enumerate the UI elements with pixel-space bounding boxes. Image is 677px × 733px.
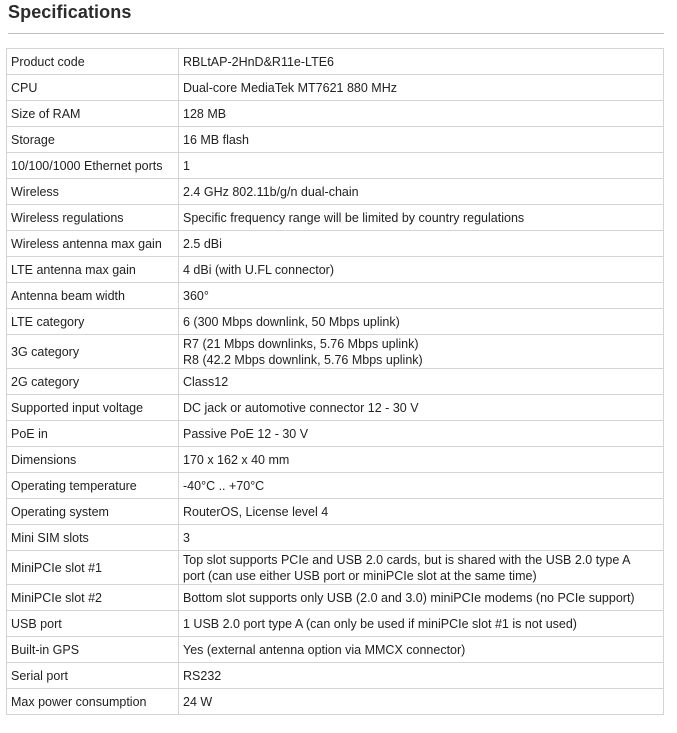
spec-label: Wireless — [7, 179, 179, 205]
table-row — [7, 205, 664, 231]
spec-label: Wireless regulations — [7, 205, 179, 231]
spec-value-line: 1 USB 2.0 port type A (can only be used if miniPCIe slot #1 is not used) — [183, 616, 577, 631]
spec-value — [179, 127, 664, 153]
spec-value-line: 128 MB — [183, 106, 227, 121]
table-row — [7, 689, 664, 715]
spec-value-line: R8 (42.2 Mbps downlink, 5.76 Mbps uplink) — [183, 352, 423, 367]
spec-value — [179, 369, 664, 395]
spec-label: Mini SIM slots — [7, 525, 179, 551]
spec-label: Max power consumption — [7, 689, 179, 715]
spec-label: MiniPCIe slot #2 — [7, 585, 179, 611]
table-row — [7, 663, 664, 689]
spec-value — [179, 205, 664, 231]
page-title: Specifications — [8, 2, 132, 22]
spec-value-line: Passive PoE 12 - 30 V — [183, 426, 309, 441]
table-row — [7, 369, 664, 395]
spec-label: Built-in GPS — [7, 637, 179, 663]
table-row — [7, 585, 664, 611]
table-row — [7, 499, 664, 525]
spec-label: Serial port — [7, 663, 179, 689]
spec-value — [179, 231, 664, 257]
spec-value-line: Top slot supports PCIe and USB 2.0 cards, but is shared with the USB 2.0 type A — [183, 552, 631, 567]
spec-value-line: 360° — [183, 288, 209, 303]
spec-value-line: 1 — [183, 158, 190, 173]
table-row — [7, 231, 664, 257]
table-row — [7, 101, 664, 127]
specifications-table — [6, 48, 664, 715]
table-row — [7, 335, 664, 369]
table-row — [7, 283, 664, 309]
spec-label: LTE antenna max gain — [7, 257, 179, 283]
spec-value-line: Yes (external antenna option via MMCX connector) — [183, 642, 466, 657]
table-row — [7, 473, 664, 499]
spec-value — [179, 395, 664, 421]
spec-value-line: Class12 — [183, 374, 229, 389]
spec-label: Operating system — [7, 499, 179, 525]
spec-label: Supported input voltage — [7, 395, 179, 421]
spec-label: Storage — [7, 127, 179, 153]
spec-value-line: Dual-core MediaTek MT7621 880 MHz — [183, 80, 397, 95]
spec-value — [179, 447, 664, 473]
spec-value-line: Bottom slot supports only USB (2.0 and 3.0) miniPCIe modems (no PCIe support) — [183, 590, 635, 605]
spec-value — [179, 283, 664, 309]
spec-value-line: RouterOS, License level 4 — [183, 504, 329, 519]
spec-value-line: 6 (300 Mbps downlink, 50 Mbps uplink) — [183, 314, 400, 329]
spec-label: 10/100/1000 Ethernet ports — [7, 153, 179, 179]
spec-value — [179, 611, 664, 637]
spec-label: USB port — [7, 611, 179, 637]
spec-value — [179, 551, 664, 585]
spec-value-line: 24 W — [183, 694, 213, 709]
spec-label: Antenna beam width — [7, 283, 179, 309]
table-row — [7, 525, 664, 551]
spec-label: CPU — [7, 75, 179, 101]
spec-label: 3G category — [7, 335, 179, 369]
spec-label: PoE in — [7, 421, 179, 447]
spec-value — [179, 75, 664, 101]
table-row — [7, 179, 664, 205]
specifications-table-body — [7, 49, 664, 715]
table-row — [7, 49, 664, 75]
title-divider — [8, 33, 664, 34]
spec-label: MiniPCIe slot #1 — [7, 551, 179, 585]
table-row — [7, 257, 664, 283]
table-row — [7, 153, 664, 179]
spec-value-line: 2.4 GHz 802.11b/g/n dual-chain — [183, 184, 359, 199]
spec-value — [179, 421, 664, 447]
spec-value — [179, 637, 664, 663]
spec-value-line: 3 — [183, 530, 190, 545]
spec-value — [179, 179, 664, 205]
spec-value-line: RS232 — [183, 668, 222, 683]
spec-value — [179, 663, 664, 689]
spec-value-line: 170 x 162 x 40 mm — [183, 452, 290, 467]
spec-value-line: Specific frequency range will be limited by country regulations — [183, 210, 525, 225]
spec-value — [179, 689, 664, 715]
table-row — [7, 551, 664, 585]
spec-value — [179, 49, 664, 75]
table-row — [7, 421, 664, 447]
spec-value — [179, 499, 664, 525]
spec-value — [179, 585, 664, 611]
spec-value-line: -40°C .. +70°C — [183, 478, 265, 493]
spec-value-line: R7 (21 Mbps downlinks, 5.76 Mbps uplink) — [183, 336, 419, 351]
spec-value-line: 4 dBi (with U.FL connector) — [183, 262, 334, 277]
table-row — [7, 395, 664, 421]
spec-value-line: 16 MB flash — [183, 132, 250, 147]
spec-value — [179, 153, 664, 179]
spec-value-line: 2.5 dBi — [183, 236, 222, 251]
spec-label: Operating temperature — [7, 473, 179, 499]
spec-value-line: RBLtAP-2HnD&R11e-LTE6 — [183, 54, 334, 69]
spec-value — [179, 525, 664, 551]
spec-label: Wireless antenna max gain — [7, 231, 179, 257]
spec-label: LTE category — [7, 309, 179, 335]
spec-value — [179, 473, 664, 499]
spec-label: Dimensions — [7, 447, 179, 473]
spec-value — [179, 257, 664, 283]
spec-value — [179, 309, 664, 335]
spec-label: 2G category — [7, 369, 179, 395]
spec-label: Size of RAM — [7, 101, 179, 127]
table-row — [7, 637, 664, 663]
spec-value-line: DC jack or automotive connector 12 - 30 V — [183, 400, 419, 415]
spec-label: Product code — [7, 49, 179, 75]
table-row — [7, 447, 664, 473]
table-row — [7, 611, 664, 637]
spec-value — [179, 101, 664, 127]
table-row — [7, 75, 664, 101]
spec-value-line: port (can use either USB port or miniPCIe slot at the same time) — [183, 568, 537, 583]
table-row — [7, 127, 664, 153]
spec-value — [179, 335, 664, 369]
table-row — [7, 309, 664, 335]
